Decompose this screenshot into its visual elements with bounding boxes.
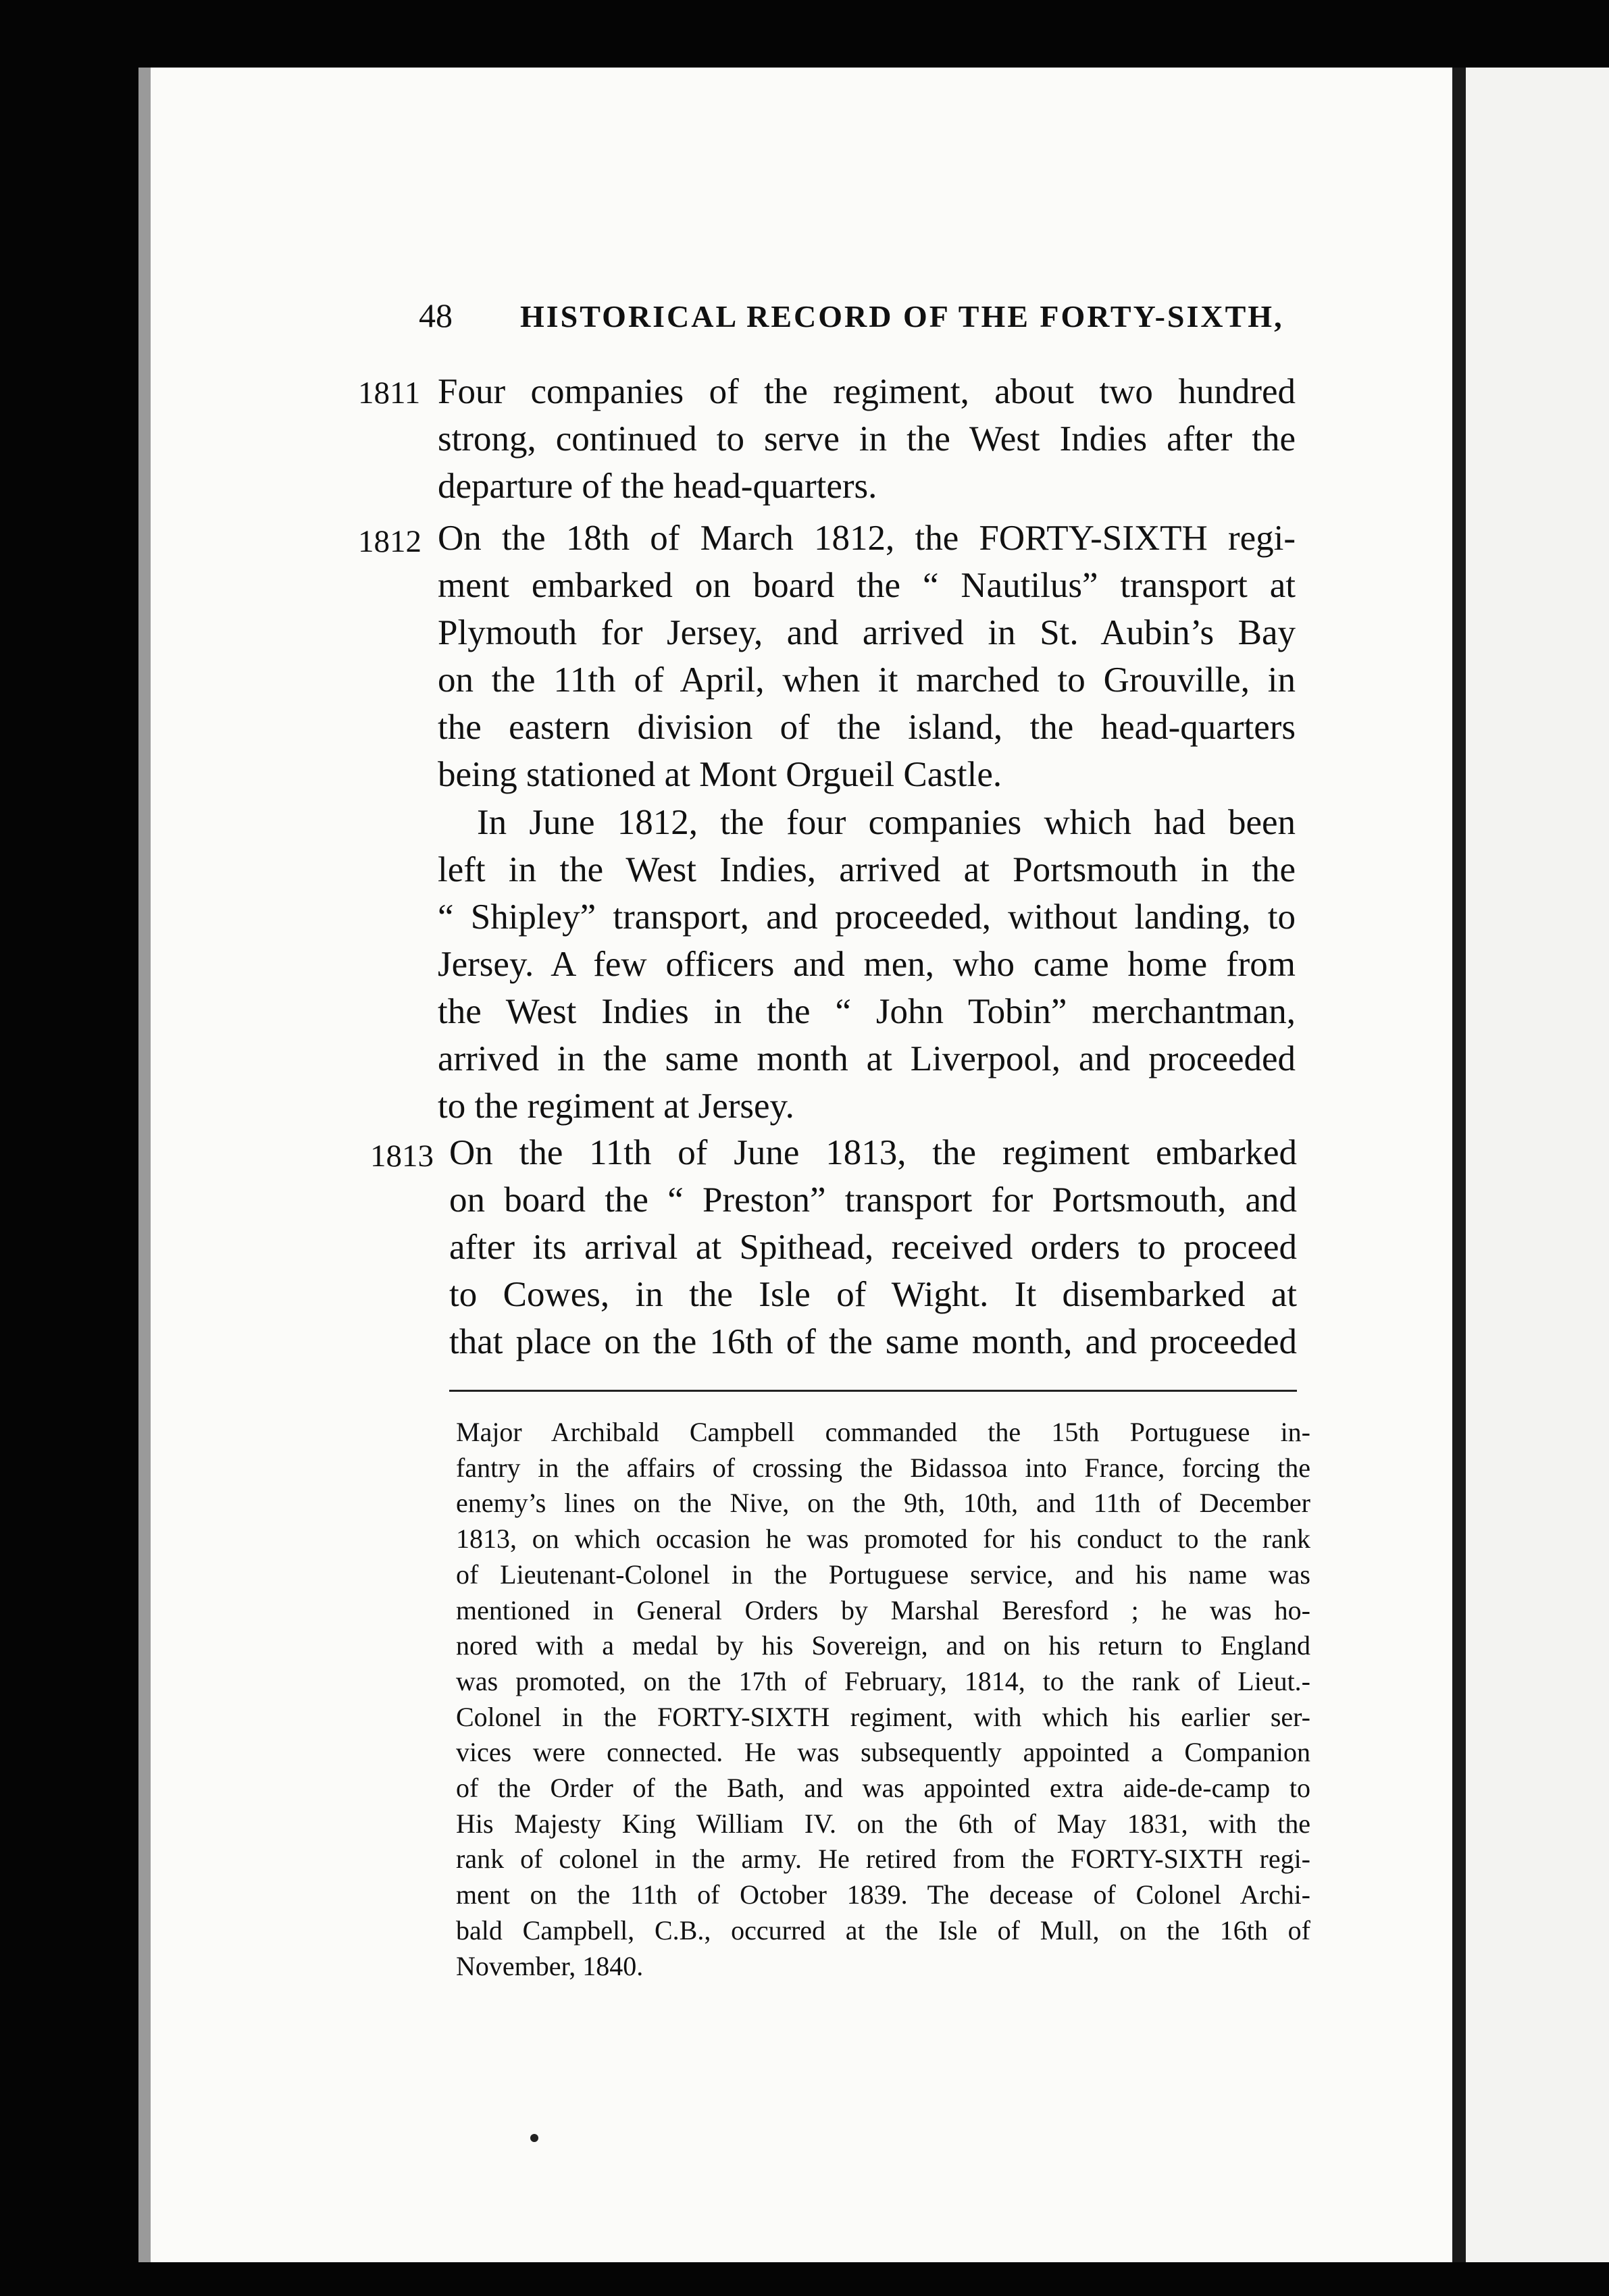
footnote-line: fantry in the affairs of crossing the Bidassoa into France, forcing the [456,1452,1310,1483]
footnote-line: bald Campbell, C.B., occurred at the Isle of Mull, on the 16th of [456,1914,1310,1946]
footnote [456,1415,1310,1984]
text-line: to the regiment at Jersey. [438,1087,794,1126]
text-line: ment embarked on board the “ Nautilus” transport at [438,566,1296,605]
text-line: arrived in the same month at Liverpool, and proceeded [438,1039,1296,1078]
footnote-line: of the Order of the Bath, and was appointed extra aide-de-camp to [456,1773,1310,1804]
ink-dot [530,2134,538,2142]
text-line: departure of the head-quarters. [438,467,877,506]
text-line: on the 11th of April, when it marched to Grouville, in [438,660,1296,700]
footnote-line: enemy’s lines on the Nive, on the 9th, 10th, and 11th of December [456,1488,1310,1519]
footnote-line: ment on the 11th of October 1839. The decease of Colonel Archi- [456,1879,1310,1910]
page-number: 48 [419,296,453,334]
paragraph-1812 [438,515,1296,798]
year-marker-1813: 1813 [370,1139,434,1174]
text-line: the West Indies in the “ John Tobin” merchantman, [438,992,1296,1031]
text-line: to Cowes, in the Isle of Wight. It disembarked at [449,1275,1297,1314]
text-line: left in the West Indies, arrived at Portsmouth in the [438,850,1296,889]
text-line: “ Shipley” transport, and proceeded, without landing, to [438,897,1296,937]
footnote-line: was promoted, on the 17th of February, 1814, to the rank of Lieut.- [456,1665,1310,1696]
text-line: being stationed at Mont Orgueil Castle. [438,755,1002,794]
footnote-line: mentioned in General Orders by Marshal Beresford ; he was ho- [456,1594,1310,1625]
paragraph-june-1812 [438,799,1296,1130]
text-line: after its arrival at Spithead, received orders to proceed [449,1228,1297,1267]
footnote-line: Colonel in the FORTY-SIXTH regiment, with which his earlier ser- [456,1701,1310,1732]
facing-page-edge [1466,68,1609,2262]
footnote-line: 1813, on which occasion he was promoted for his conduct to the rank [456,1523,1310,1555]
text-line: Four companies of the regiment, about two hundred [438,372,1296,411]
footnote-line: nored with a medal by his Sovereign, and on his return to England [456,1630,1310,1661]
running-header [419,296,1297,335]
text-line: Plymouth for Jersey, and arrived in St. Aubin’s Bay [438,613,1296,652]
text-line: Jersey. A few officers and men, who came home from [438,945,1296,984]
year-marker-1812: 1812 [358,524,422,559]
paragraph-1813 [449,1129,1297,1365]
footnote-rule [449,1390,1297,1392]
paragraph-1811 [438,368,1296,510]
text-line: the eastern division of the island, the head-quarters [438,708,1296,747]
text-line: In June 1812, the four companies which had been [477,803,1296,842]
text-line: On the 11th of June 1813, the regiment embarked [449,1133,1297,1172]
footnote-line: His Majesty King William IV. on the 6th of May 1831, with the [456,1808,1310,1839]
year-marker-1811: 1811 [358,375,421,411]
text-line: strong, continued to serve in the West Indies after the [438,419,1296,459]
footnote-line: of Lieutenant-Colonel in the Portuguese service, and his name was [456,1559,1310,1590]
footnote-line: vices were connected. He was subsequently appointed a Companion [456,1737,1310,1768]
page-gutter [1452,68,1466,2262]
footnote-line: rank of colonel in the army. He retired from the FORTY-SIXTH regi- [456,1844,1310,1875]
text-line: on board the “ Preston” transport for Portsmouth, and [449,1180,1297,1220]
running-title: HISTORICAL RECORD OF THE FORTY-SIXTH, [520,299,1284,334]
text-line: On the 18th of March 1812, the FORTY-SIXTH regi- [438,519,1296,558]
text-line: that place on the 16th of the same month, and proceeded [449,1322,1297,1361]
footnote-line: November, 1840. [456,1950,644,1981]
footnote-line: Major Archibald Campbell commanded the 15th Portuguese in- [456,1417,1310,1447]
